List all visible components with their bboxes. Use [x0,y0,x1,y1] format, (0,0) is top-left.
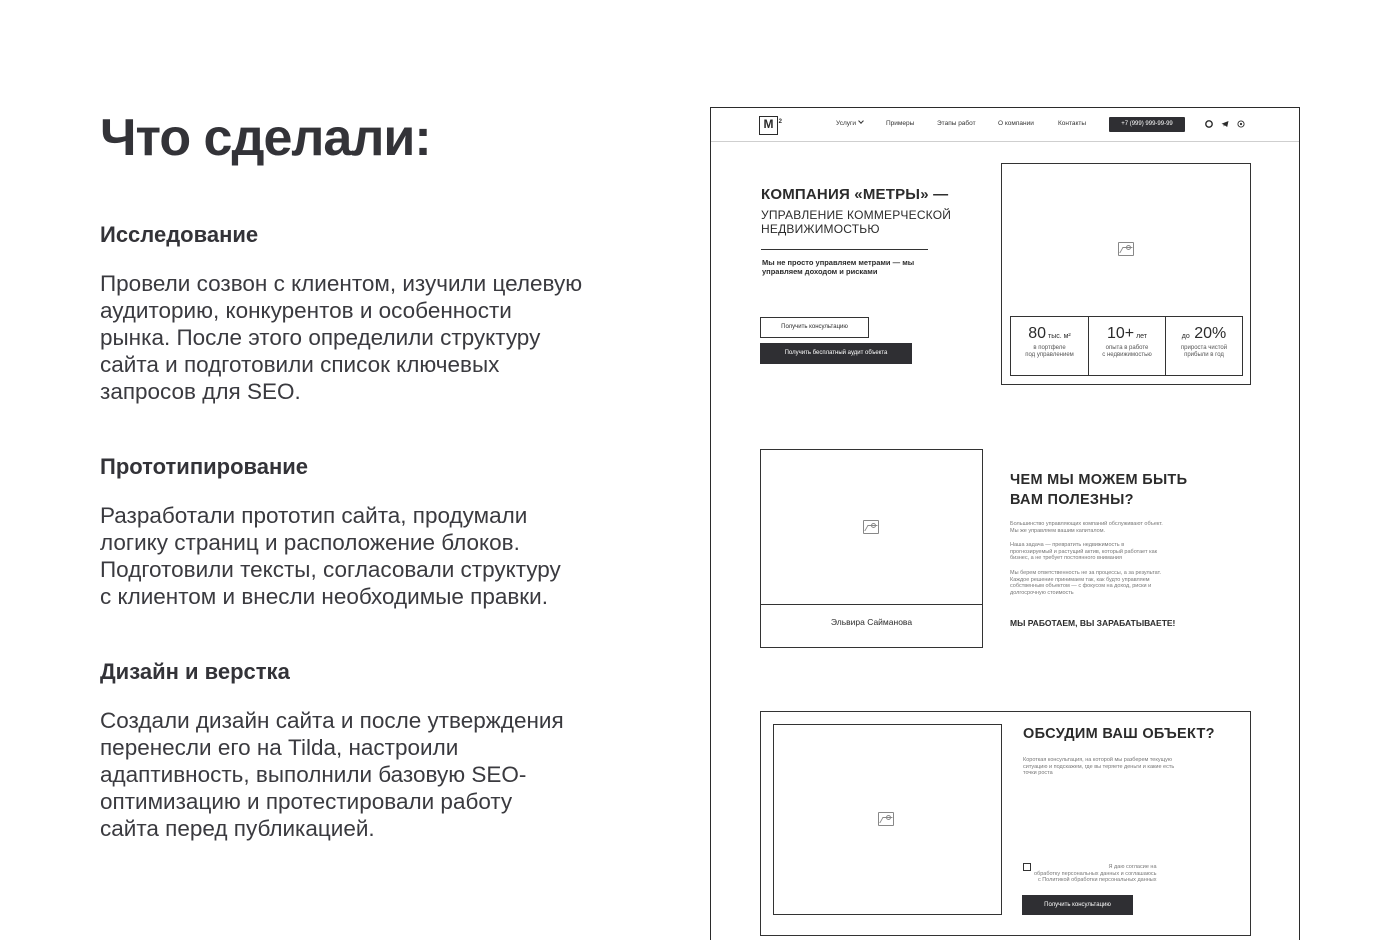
image-placeholder-icon [878,812,894,826]
contact-image [773,724,1002,915]
page-title: Что сделали: [100,109,431,167]
about-paragraph-1: Большинство управляющих компаний обслуживают объект. Мы же управляем вашим капиталом. [1010,521,1163,534]
phone-button[interactable]: +7 (999) 999-99-99 [1109,117,1185,132]
audit-button[interactable]: Получить бесплатный аудит объекта [760,343,912,364]
consent-checkbox[interactable] [1023,863,1031,871]
about-title: ЧЕМ МЫ МОЖЕМ БЫТЬ ВАМ ПОЛЕЗНЫ? [1010,472,1188,508]
stat-item: до 20% прироста чистой прибыли в год [1165,317,1242,375]
telegram-icon[interactable] [1221,120,1229,128]
nav-item-about[interactable]: О компании [998,120,1034,127]
whatsapp-icon[interactable] [1237,120,1245,128]
hero-title: КОМПАНИЯ «МЕТРЫ» — [761,186,949,203]
about-tagline: МЫ РАБОТАЕМ, ВЫ ЗАРАБАТЫВАЕТЕ! [1010,618,1176,628]
stat-item: 80 тыс. м² в портфеле под управлением [1025,325,1074,358]
nav-item-stages[interactable]: Этапы работ [937,120,976,127]
chevron-down-icon [858,118,864,124]
website-mockup [710,107,1300,940]
stat-item: 10+ лет опыта в работе с недвижимостью [1088,317,1165,375]
contact-text: Короткая консультация, на которой мы разберем текущую ситуацию и подскажем, где вы теряете деньги и какие есть точки роста [1023,757,1175,776]
section-title-research: Исследование [100,222,259,247]
hero-image-card [1001,163,1251,385]
person-name: Эльвира Сайманова [761,604,982,647]
nav-item-contacts[interactable]: Контакты [1058,120,1087,127]
consult-button[interactable]: Получить консультацию [760,317,869,338]
nav-item-services[interactable]: Услуги [836,120,863,127]
image-placeholder-icon [863,520,879,534]
contact-card [760,711,1251,936]
person-card [760,449,983,648]
about-paragraph-3: Мы берем ответственность не за процессы, а за результат. Каждое решение принимаем так, как будто управляем собственным объектом — с фокусом на доход, риски и долгосрочную стоимость [1010,570,1162,596]
mockup-navbar [711,108,1299,142]
section-text-prototyping: Разработали прототип сайта, продумали логику страниц и расположение блоков. Подготовили тексты, согласовали структуру с клиентом и внесли необходимые правки. [100,503,561,609]
section-title-design: Дизайн и верстка [100,659,290,684]
hero-description: Мы не просто управляем метрами — мы управляем доходом и рисками [762,258,915,276]
hero-divider [761,249,928,250]
contact-submit-button[interactable]: Получить консультацию [1022,895,1133,915]
contact-title: ОБСУДИМ ВАШ ОБЪЕКТ? [1023,726,1215,742]
max-icon[interactable] [1205,120,1213,128]
logo[interactable]: M 2 [759,116,778,135]
stats-panel [1010,316,1243,376]
section-text-design: Создали дизайн сайта и после утверждения перенесли его на Tilda, настроили адаптивность, выполнили базовую SEO- оптимизацию и протестировали работу сайта перед публикацией. [100,708,564,841]
about-paragraph-2: Наша задача — превратить недвижимость в прогнозируемый и растущий актив, который работает как бизнес, а не требует постоянного внимания [1010,542,1158,561]
image-placeholder-icon [1118,242,1134,256]
nav-item-examples[interactable]: Примеры [886,120,915,127]
section-title-prototyping: Прототипирование [100,454,309,479]
hero-subtitle: УПРАВЛЕНИЕ КОММЕРЧЕСКОЙ НЕДВИЖИМОСТЬЮ [761,208,952,236]
section-text-research: Провели созвон с клиентом, изучили целевую аудиторию, конкурентов и особенности рынка. После этого определили структуру сайта и подготовили список ключевых запросов для SEO. [100,271,583,404]
consent-text: Я даю согласие на обработку персональных данных и соглашаюсь с Политикой обработки персональных данных [1034,864,1157,883]
